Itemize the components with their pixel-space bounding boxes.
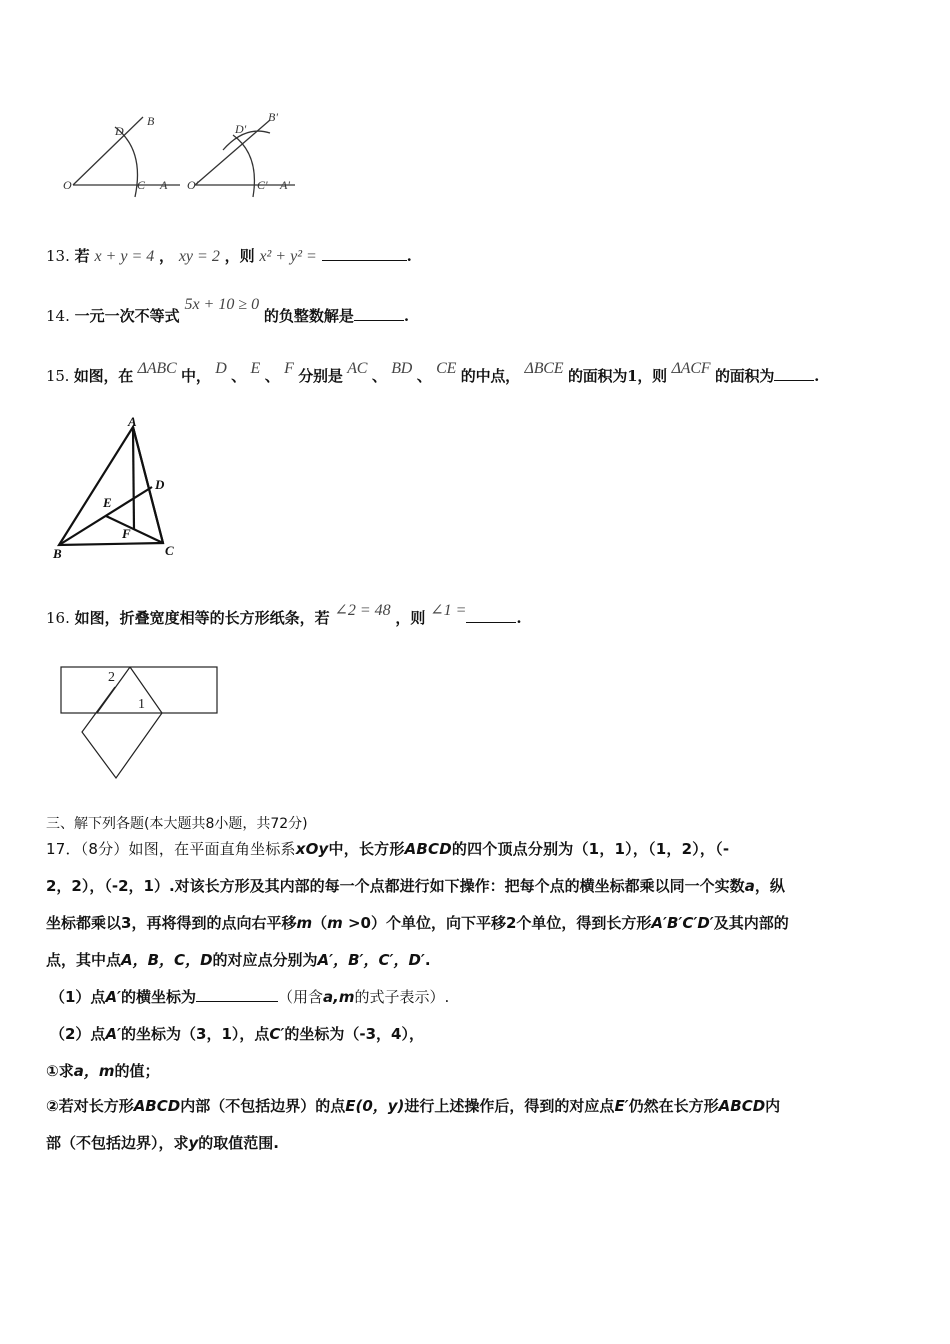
q17-p2-aprime: A′ xyxy=(105,1025,122,1043)
q13-text-2: ，则 xyxy=(224,247,255,265)
q15-math-acf: ΔACF xyxy=(671,360,711,377)
q14-text-2: 的负整数解是 xyxy=(263,307,354,325)
q16-text-2: ，则 xyxy=(395,609,426,627)
q15-answer-blank[interactable] xyxy=(774,366,814,381)
q17-intro: 17．（8分）如图，在平面直角坐标系 xyxy=(46,840,296,858)
q17-s2-i: 内 xyxy=(765,1097,781,1115)
strip-label-1: 1 xyxy=(138,697,145,712)
q17-m-2: m xyxy=(327,914,343,932)
q17-abcd: ABCD xyxy=(404,840,452,858)
q14-math: 5x + 10 ≥ 0 xyxy=(184,296,260,313)
label-A: A xyxy=(160,178,168,192)
q17-text-2a: 2，2），（-2，1）.对该长方形及其内部的每一个点都进行如下操作：把每个点的横坐标都乘以同一个实数 xyxy=(46,877,745,895)
q15-text-5: 的面积为1，则 xyxy=(567,367,667,385)
q17-s2-g: 仍然在长方形 xyxy=(628,1097,719,1115)
q17-line-1 xyxy=(46,839,729,859)
q17-a: a xyxy=(744,877,755,895)
triangle-figure xyxy=(45,415,195,565)
q17-s2-abcd-2: ABCD xyxy=(718,1097,766,1115)
q17-p2-e: 的坐标为（-3，4）， xyxy=(284,1025,424,1043)
q17-s2-text-e: 进行上述操作后，得到的对应点 xyxy=(404,1097,615,1115)
q17-line-2 xyxy=(46,876,785,896)
q17-text-3d: 及其内部的 xyxy=(713,914,789,932)
q17-m: m xyxy=(296,914,313,932)
q17-s2-e: E(0，y) xyxy=(345,1097,405,1115)
q17-text-4b: 的对应点分别为 xyxy=(212,951,318,969)
q16-end: . xyxy=(516,609,522,627)
q15-number: 15. xyxy=(46,367,70,385)
label-C-prime: C' xyxy=(257,178,268,192)
q17-subpart-1 xyxy=(46,1061,159,1081)
q15-sep-4: 、 xyxy=(416,367,432,385)
q17-text-1b: 中，长方形 xyxy=(328,840,405,858)
q17-p2-a: （2）点 xyxy=(50,1025,106,1043)
triangle-label-A: A xyxy=(128,415,137,429)
q15-sep-2: 、 xyxy=(264,367,280,385)
label-B: B xyxy=(147,114,155,128)
q15-text-4: 的中点， xyxy=(460,367,520,385)
q17-p1-c: 的横坐标为 xyxy=(121,988,197,1006)
q15-sep-1: 、 xyxy=(231,367,246,385)
q16-math-2: ∠1 = xyxy=(430,602,467,619)
q17-subpart-2-cont xyxy=(46,1133,279,1153)
q17-p2-cprime: C′ xyxy=(269,1025,285,1043)
label-D: D xyxy=(115,124,124,138)
label-D-prime: D' xyxy=(235,122,247,136)
q14-number: 14. xyxy=(46,307,70,325)
q17-s1-a: ①求 xyxy=(46,1062,74,1080)
question-15 xyxy=(46,360,820,387)
q17-s1-am: a，m xyxy=(73,1062,115,1080)
q17-text-2b: ，纵 xyxy=(754,877,785,895)
q15-math-f: F xyxy=(284,360,294,377)
triangle-label-E: E xyxy=(103,495,112,510)
q17-p1-am: a,m xyxy=(323,988,355,1006)
q15-math-e: E xyxy=(250,360,261,377)
label-O: O xyxy=(63,178,72,192)
section-3-title: 三、解下列各题(本大题共8小题，共72分) xyxy=(46,816,308,832)
q15-math-ce: CE xyxy=(436,360,457,377)
q14-text: 一元一次不等式 xyxy=(74,307,180,325)
label-B-prime: B' xyxy=(268,110,278,124)
q17-p1-f: 的式子表示）. xyxy=(354,988,450,1006)
q15-math-bd: BD xyxy=(391,360,413,377)
q17-s3-y: y xyxy=(188,1134,199,1152)
angle-construction-figure xyxy=(55,105,315,205)
question-16 xyxy=(46,602,522,629)
q17-line-3 xyxy=(46,913,789,933)
q17-text-1c: 的四个顶点分别为（1，1），（1，2），（- xyxy=(451,840,730,858)
q15-sep-3: 、 xyxy=(371,367,387,385)
q17-s1-c: 的值； xyxy=(114,1062,160,1080)
q13-answer-blank[interactable] xyxy=(322,246,407,261)
q17-s2-c: 内部（不包括边界）的点 xyxy=(180,1097,346,1115)
question-13 xyxy=(46,246,412,267)
q15-text-3: 分别是 xyxy=(298,367,343,385)
q14-end: . xyxy=(403,307,410,325)
q15-text-1: 如图，在 xyxy=(73,367,134,385)
q17-a-prime-rect: A′B′C′D′ xyxy=(651,914,714,932)
q15-text-2: 中， xyxy=(181,367,211,385)
question-14 xyxy=(46,296,410,327)
q15-math-d: D xyxy=(215,360,227,377)
q13-text: 若 xyxy=(74,247,90,265)
q17-s2-a: ②若对长方形 xyxy=(46,1097,134,1115)
q16-number: 16. xyxy=(46,609,70,627)
q17-xoy: xOy xyxy=(295,840,329,858)
q13-number: 13. xyxy=(46,247,70,265)
label-O-prime: O' xyxy=(187,178,199,192)
q15-end: . xyxy=(814,367,820,385)
q17-p1-aprime: A′ xyxy=(105,988,122,1006)
q17-part-1 xyxy=(50,987,449,1007)
q17-points-prime: A′，B′，C′，D′ xyxy=(317,951,425,969)
label-A-prime: A' xyxy=(280,178,290,192)
q17-p1-a: （1）点 xyxy=(50,988,106,1006)
q17-text-3c: >0）个单位，向下平移2个单位，得到长方形 xyxy=(342,914,652,932)
q16-text-1: 如图，折叠宽度相等的长方形纸条，若 xyxy=(74,609,330,627)
q13-math-2: xy = 2 xyxy=(178,248,220,265)
q15-math-ac: AC xyxy=(347,360,368,377)
q17-text-3b: （ xyxy=(312,914,328,932)
triangle-label-C: C xyxy=(165,543,174,558)
triangle-label-D: D xyxy=(155,477,165,492)
q17-subpart-2 xyxy=(46,1096,780,1116)
q14-answer-blank[interactable] xyxy=(354,306,404,321)
q17-s3-c: 的取值范围. xyxy=(198,1134,279,1152)
q16-answer-blank[interactable] xyxy=(466,608,516,623)
q17-part-2 xyxy=(50,1024,424,1044)
q17-p1-answer-blank[interactable] xyxy=(196,987,278,1002)
triangle-label-F: F xyxy=(122,526,131,541)
q16-math-1: ∠2 = 48 xyxy=(334,602,391,619)
q17-line-4 xyxy=(46,950,431,970)
q13-math-3: x² + y² = xyxy=(259,248,317,265)
q13-sep: ， xyxy=(159,247,175,265)
q15-math-abc: ΔABC xyxy=(137,360,177,377)
q17-s3-a: 部（不包括边界），求 xyxy=(46,1134,189,1152)
triangle-label-B: B xyxy=(53,546,62,561)
q17-text-4a: 点，其中点 xyxy=(46,951,122,969)
q17-s2-abcd: ABCD xyxy=(133,1097,181,1115)
q17-s2-eprime: E′ xyxy=(614,1097,629,1115)
q13-end: . xyxy=(406,247,412,265)
q15-text-6: 的面积为 xyxy=(714,367,775,385)
q15-math-bce: ΔBCE xyxy=(524,360,564,377)
folded-strip-figure xyxy=(55,660,225,785)
q13-math-1: x + y = 4 xyxy=(94,248,155,265)
strip-label-2: 2 xyxy=(108,670,115,685)
q17-p1-d: （用含 xyxy=(278,988,324,1006)
q17-text-3a: 坐标都乘以3，再将得到的点向右平移 xyxy=(46,914,297,932)
q17-text-4c: . xyxy=(424,951,431,969)
label-C: C xyxy=(137,178,146,192)
q17-points: A，B，C，D xyxy=(121,951,213,969)
q17-p2-c: 的坐标为（3，1），点 xyxy=(121,1025,270,1043)
